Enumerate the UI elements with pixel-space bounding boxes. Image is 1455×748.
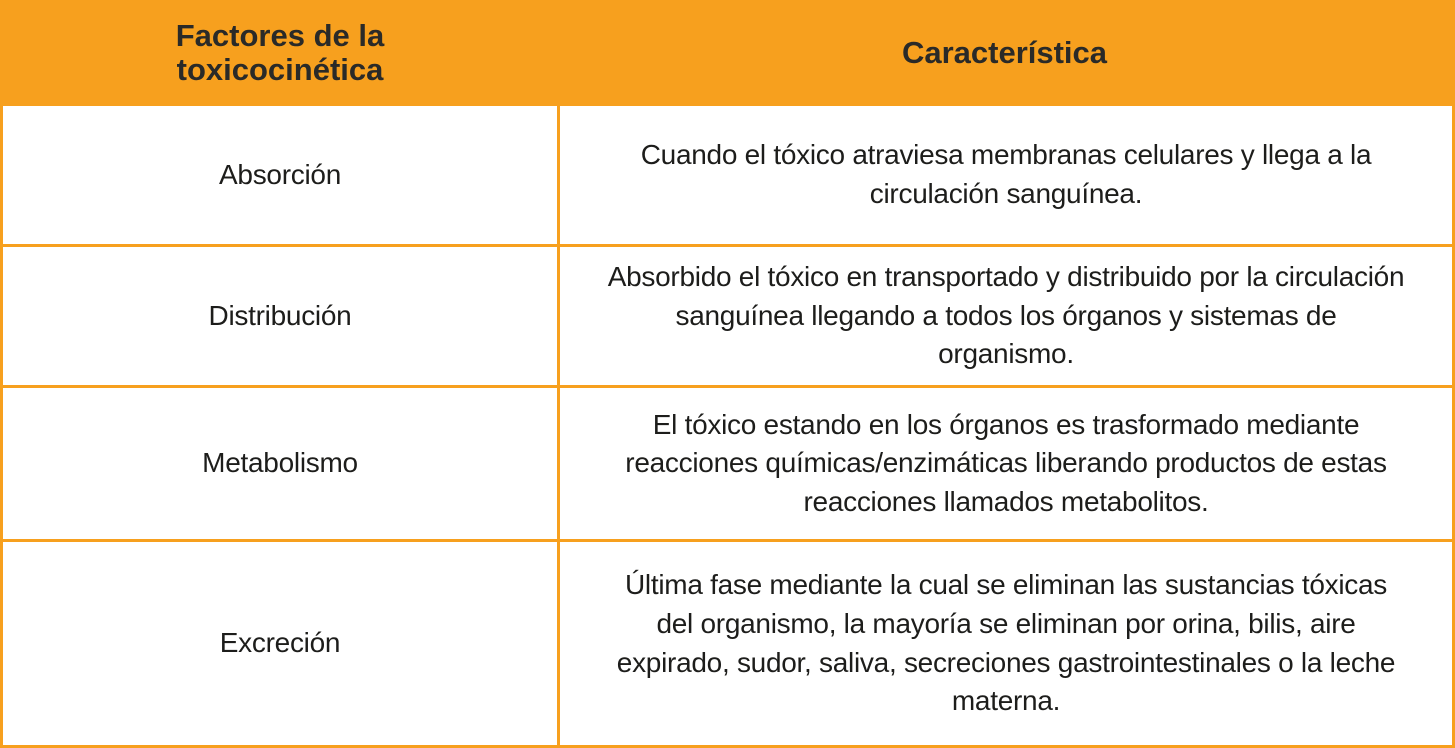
factor-label: Metabolismo xyxy=(202,447,358,479)
header-cell-caracteristica xyxy=(557,0,1452,106)
caracteristica-text: Última fase mediante la cual se eliminan las sustancias tóxicas del organismo, la mayoría se eliminan por orina, bilis, aire expirado, sudor, saliva, secreciones gastrointestinales o la leche materna. xyxy=(616,569,1396,717)
caracteristica-cell xyxy=(560,106,1452,244)
factor-label: Excreción xyxy=(219,627,341,659)
table-row-excrecion xyxy=(3,542,1452,745)
caracteristica-cell xyxy=(560,247,1452,385)
table-row-absorcion xyxy=(3,106,1452,244)
table-header-row xyxy=(0,0,1455,106)
table-row-metabolismo xyxy=(3,388,1452,539)
factor-cell xyxy=(3,388,557,539)
header-caracteristica-label: Característica xyxy=(901,34,1108,70)
table-body xyxy=(3,106,1452,745)
factor-cell xyxy=(3,542,557,745)
factor-label: Absorción xyxy=(219,158,341,190)
header-cell-factores xyxy=(3,0,557,106)
table-row-distribucion xyxy=(3,247,1452,385)
caracteristica-text: Absorbido el tóxico en transportado y distribuido por la circulación sanguínea llegando a todos los órganos y sistemas de organismo. xyxy=(607,261,1405,370)
caracteristica-cell xyxy=(560,542,1452,745)
caracteristica-text: El tóxico estando en los órganos es trasformado mediante reacciones químicas/enzimáticas liberando productos de estas reacciones llamados metabolitos. xyxy=(625,408,1387,517)
header-factores-label: Factores de la toxicocinética xyxy=(175,17,385,87)
factor-label: Distribución xyxy=(208,299,352,331)
factor-cell xyxy=(3,106,557,244)
factor-cell xyxy=(3,247,557,385)
caracteristica-text: Cuando el tóxico atraviesa membranas celulares y llega a la circulación sanguínea. xyxy=(640,139,1372,209)
caracteristica-cell xyxy=(560,388,1452,539)
